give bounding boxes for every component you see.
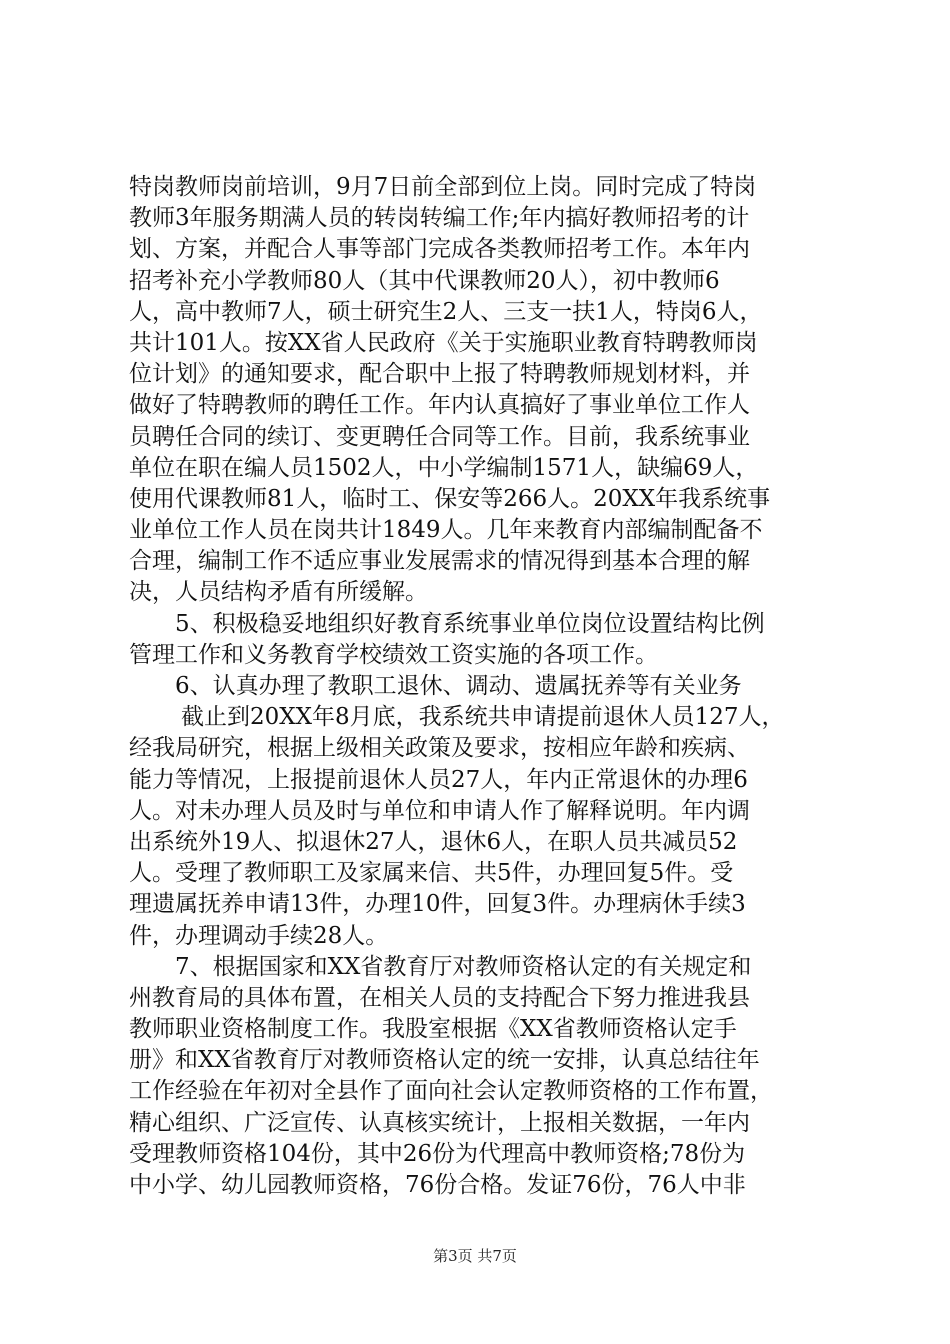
text-line: 册》和XX省教育厅对教师资格认定的统一安排，认真总结往年 (129, 1047, 760, 1074)
text-line: 教师3年服务期满人员的转岗转编工作;年内搞好教师招考的计 (129, 205, 750, 232)
text-line: 使用代课教师81人，临时工、保安等266人。20XX年我系统事 (129, 485, 771, 512)
text-line: 精心组织、广泛宣传、认真核实统计，上报相关数据，一年内 (129, 1109, 750, 1136)
text-line: 共计101人。按XX省人民政府《关于实施职业教育特聘教师岗 (129, 329, 758, 356)
text-line: 出系统外19人、拟退休27人，退休6人，在职人员共减员52 (129, 828, 738, 855)
text-line: 教师职业资格制度工作。我股室根据《XX省教师资格认定手 (129, 1016, 737, 1043)
text-line: 招考补充小学教师80人（其中代课教师20人），初中教师6 (129, 267, 720, 294)
text-line: 人。受理了教师职工及家属来信、共5件，办理回复5件。受 (129, 860, 734, 887)
document-body (129, 172, 829, 1201)
text-line: 人。对未办理人员及时与单位和申请人作了解释说明。年内调 (129, 797, 750, 824)
paragraph-start-line: 7、根据国家和XX省教育厅对教师资格认定的有关规定和 (175, 953, 752, 980)
text-line: 受理教师资格104份，其中26份为代理高中教师资格;78份为 (129, 1140, 746, 1167)
section-heading-line: 6、认真办理了教职工退休、调动、遗属抚养等有关业务 (175, 673, 742, 699)
text-line: 员聘任合同的续订、变更聘任合同等工作。目前，我系统事业 (129, 423, 750, 450)
text-line: 做好了特聘教师的聘任工作。年内认真搞好了事业单位工作人 (129, 392, 750, 419)
paragraph-start-line: 截止到20XX年8月底，我系统共申请提前退休人员127人， (181, 704, 785, 731)
page-number-label: 第3页 共7页 (433, 1247, 517, 1265)
text-line: 业单位工作人员在岗共计1849人。几年来教育内部编制配备不 (129, 517, 763, 544)
text-line: 合理，编制工作不适应事业发展需求的情况得到基本合理的解 (129, 548, 750, 575)
text-line: 能力等情况，上报提前退休人员27人，年内正常退休的办理6 (129, 766, 748, 793)
text-line: 工作经验在年初对全县作了面向社会认定教师资格的工作布置， (129, 1078, 773, 1105)
text-line: 决，人员结构矛盾有所缓解。 (129, 579, 428, 606)
text-line: 经我局研究，根据上级相关政策及要求，按相应年龄和疾病、 (129, 735, 750, 762)
text-line: 理遗属抚养申请13件，办理10件，回复3件。办理病休手续3 (129, 891, 746, 918)
page-footer (0, 1245, 950, 1266)
text-line: 管理工作和义务教育学校绩效工资实施的各项工作。 (129, 641, 658, 668)
text-line: 位计划》的通知要求，配合职中上报了特聘教师规划材料，并 (129, 361, 750, 388)
text-line: 划、方案，并配合人事等部门完成各类教师招考工作。本年内 (129, 236, 750, 263)
text-line: 单位在职在编人员1502人，中小学编制1571人，缺编69人， (129, 454, 759, 481)
text-line: 州教育局的具体布置，在相关人员的支持配合下努力推进我县 (129, 984, 750, 1011)
text-line: 件，办理调动手续28人。 (129, 922, 389, 949)
text-line: 中小学、幼儿园教师资格，76份合格。发证76份，76人中非 (129, 1172, 746, 1198)
text-line: 人，高中教师7人，硕士研究生2人、三支一扶1人，特岗6人， (129, 298, 763, 325)
paragraph-start-line: 5、积极稳妥地组织好教育系统事业单位岗位设置结构比例 (175, 610, 765, 637)
text-line: 特岗教师岗前培训，9月7日前全部到位上岗。同时完成了特岗 (129, 174, 757, 200)
